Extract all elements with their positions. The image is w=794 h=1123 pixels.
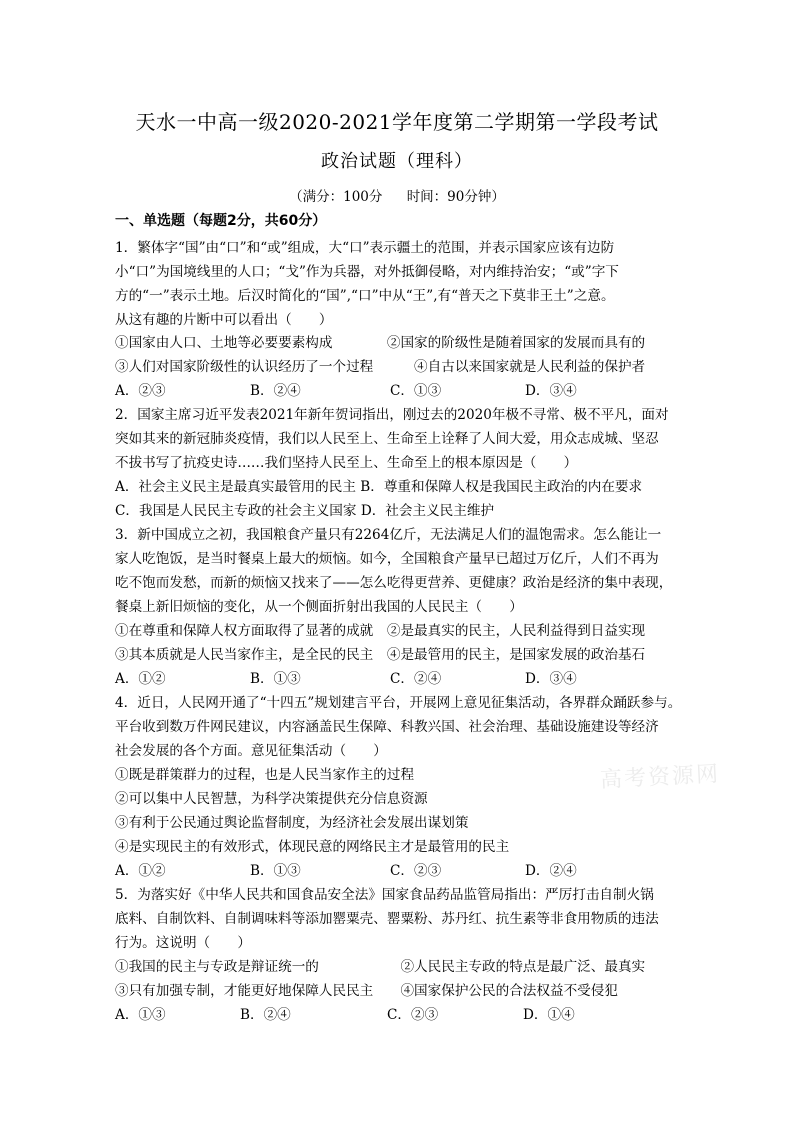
question-line: 社会发展的各个方面。意见征集活动（ ） (115, 743, 387, 759)
question-line: ③人们对国家阶级性的认识经历了一个过程 ④自古以来国家就是人民利益的保护者 (115, 359, 646, 375)
exam-subtitle: 政治试题（理科） (321, 151, 473, 172)
question-line: 3．新中国成立之初，我国粮食产量只有2264亿斤，无法满足人们的温饱需求。怎么能让一 (115, 527, 662, 543)
watermark: 高考资源网 (599, 761, 721, 794)
exam-meta (0, 185, 794, 205)
option-b: B．②④ (250, 383, 301, 399)
question-line: 餐桌上新旧烦恼的变化，从一个侧面折射出我国的人民民主（ ） (115, 599, 523, 615)
time-info: 时间：90分钟） (406, 189, 505, 205)
option-b: B．①③ (250, 863, 301, 879)
section-heading: 一、单选题（每题2分，共60分） (115, 213, 327, 229)
question-line: ①在尊重和保障人权方面取得了显著的成就 ②是最真实的民主，人民利益得到日益实现 (115, 623, 646, 639)
question-line: A．社会主义民主是最真实最管用的民主 B．尊重和保障人权是我国民主政治的内在要求 (115, 479, 643, 495)
question-line: 从这有趣的片断中可以看出（ ） (115, 312, 333, 328)
option-a: A．②③ (115, 383, 166, 399)
question-line: 家人吃饱饭，是当时餐桌上最大的烦恼。如今，全国粮食产量早已超过万亿斤，人们不再为 (115, 551, 659, 567)
question-line: ④是实现民主的有效形式，体现民意的网络民主才是最管用的民主 (115, 839, 510, 855)
question-line: 不拔书写了抗疫史诗……我们坚持人民至上、生命至上的根本原因是（ ） (115, 455, 578, 471)
question-line: ③只有加强专制，才能更好地保障人民民主 ④国家保护公民的合法权益不受侵犯 (115, 983, 618, 999)
option-a: A．①② (115, 863, 166, 879)
option-c: C．②④ (390, 671, 442, 687)
question-line: 4．近日，人民网开通了“十四五”规划建言平台，开展网上意见征集活动，各界群众踊跃参与。 (115, 695, 682, 711)
question-line: 1．繁体字“国”由“口”和“或”组成，大“口”表示疆土的范围，并表示国家应该有边防 (115, 240, 615, 256)
question-line: 平台收到数万件网民建议，内容涵盖民生保障、科教兴国、社会治理、基础设施建设等经济 (115, 719, 659, 735)
option-a: A．①③ (115, 1007, 166, 1023)
question-line: 行为。这说明（ ） (115, 935, 251, 951)
option-b: B．①③ (250, 671, 301, 687)
question-line: 吃不饱而发愁，而新的烦恼又找来了——怎么吃得更营养、更健康？政治是经济的集中表现， (115, 575, 673, 591)
option-d: D．③④ (525, 383, 577, 399)
question-line: ①既是群策群力的过程，也是人民当家作主的过程 (115, 767, 415, 783)
exam-title: 天水一中高一级2020-2021学年度第二学期第一学段考试 (135, 110, 659, 134)
question-line: ②可以集中人民智慧，为科学决策提供充分信息资源 (115, 791, 428, 807)
question-line: ③有利于公民通过舆论监督制度，为经济社会发展出谋划策 (115, 815, 469, 831)
question-line: ③其本质就是人民当家作主，是全民的民主 ④是最管用的民主，是国家发展的政治基石 (115, 647, 646, 663)
question-line: 底料、自制饮料、自制调味料等添加罂粟壳、罂粟粉、苏丹红、抗生素等非食用物质的违法 (115, 911, 659, 927)
option-d: D．②④ (525, 863, 577, 879)
option-d: D．①④ (523, 1007, 575, 1023)
option-a: A．①② (115, 671, 166, 687)
question-line: ①国家由人口、土地等必要要素构成 ②国家的阶级性是随着国家的发展而具有的 (115, 335, 646, 351)
option-c: C．②③ (387, 1007, 439, 1023)
question-line: 方的“一”表示土地。后汉时简化的“国”,“口”中从“王”,有“普天之下莫非王土”之意。 (115, 288, 615, 304)
option-b: B．②④ (240, 1007, 291, 1023)
question-line: 小“口”为国境线里的人口；“戈”作为兵器，对外抵御侵略，对内维持治安；“或”字下 (115, 264, 619, 280)
question-line: ①我国的民主与专政是辩证统一的 ②人民民主专政的特点是最广泛、最真实 (115, 959, 646, 975)
option-d: D．③④ (525, 671, 577, 687)
question-line: 2．国家主席习近平发表2021年新年贺词指出，刚过去的2020年极不寻常、极不平凡，面对 (115, 407, 669, 423)
score-info: （满分：100分 (289, 189, 383, 205)
option-c: C．②③ (390, 863, 442, 879)
option-c: C．①③ (390, 383, 442, 399)
question-line: C．我国是人民民主专政的社会主义国家 D．社会主义民主维护 (115, 503, 495, 519)
question-line: 5．为落实好《中华人民共和国食品安全法》国家食品药品监管局指出：严厉打击自制火锅 (115, 887, 654, 903)
question-line: 突如其来的新冠肺炎疫情，我们以人民至上、生命至上诠释了人间大爱，用众志成城、坚忍 (115, 431, 659, 447)
